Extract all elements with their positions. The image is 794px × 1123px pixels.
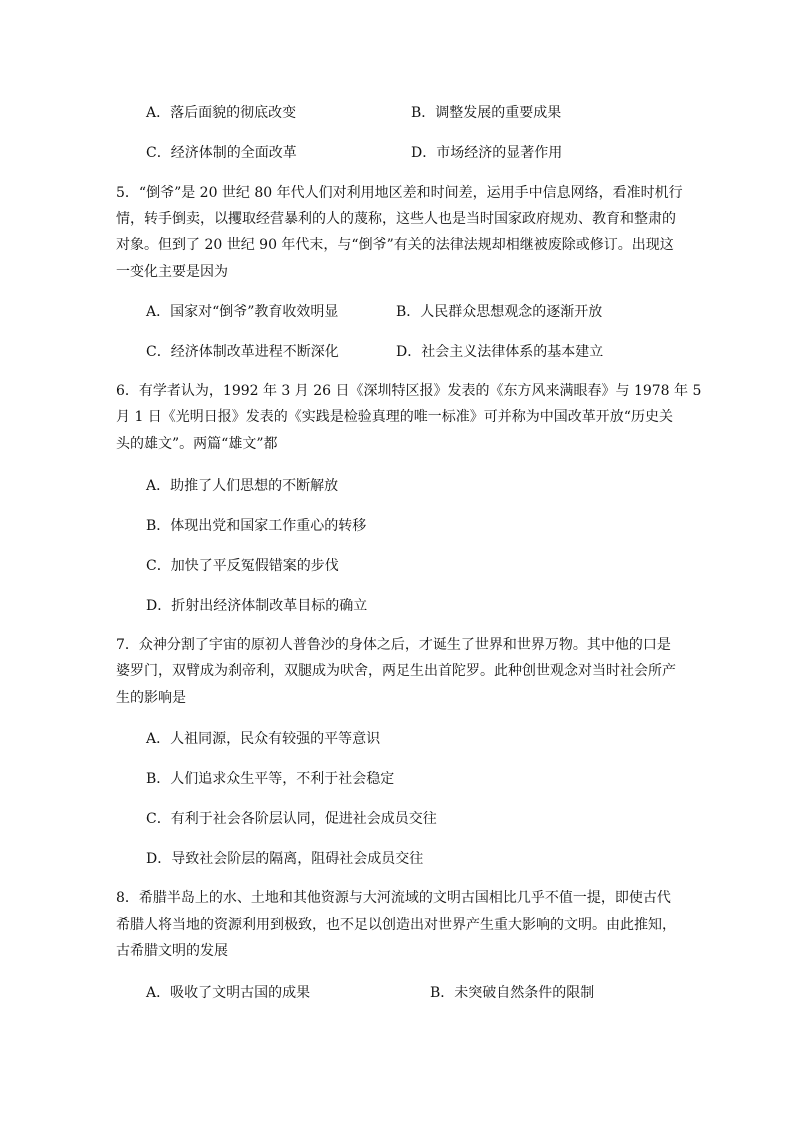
q8-stem-line-2: 希腊人将当地的资源利用到极致，也不足以创造出对世界产生重大影响的文明。由此推知，	[116, 917, 676, 933]
q5-stem-line-2: 情，转手倒卖，以攫取经营暴利的人的蔑称，这些人也是当时国家政府规劝、教育和整肃的	[116, 211, 676, 227]
q8-stem-line-3: 古希腊文明的发展	[116, 943, 228, 959]
q4-option-d: D．市场经济的显著作用	[411, 145, 563, 161]
q4-option-b: B．调整发展的重要成果	[411, 105, 562, 121]
q7-stem-line-2: 婆罗门，双臂成为刹帝利，双腿成为吠舍，两足生出首陀罗。此种创世观念对当时社会所产	[116, 663, 676, 679]
q7-stem-line-1: 7．众神分割了宇宙的原初人普鲁沙的身体之后，才诞生了世界和世界万物。其中他的口是	[116, 637, 671, 653]
q7-option-a: A．人祖同源，民众有较强的平等意识	[146, 731, 381, 747]
q7-option-d: D．导致社会阶层的隔离，阻碍社会成员交往	[146, 851, 424, 867]
q5-option-a: A．国家对“倒爷”教育收效明显	[146, 304, 339, 320]
q8-option-b: B．未突破自然条件的限制	[430, 985, 595, 1001]
q6-option-c: C．加快了平反冤假错案的步伐	[146, 558, 339, 574]
q4-option-c: C．经济体制的全面改革	[146, 145, 297, 161]
q5-stem-line-1: 5．“倒爷”是 20 世纪 80 年代人们对利用地区差和时间差，运用手中信息网络，看准时机行	[116, 185, 683, 201]
q6-stem-line-3: 头的雄文”。两篇“雄文”都	[116, 436, 278, 452]
q7-stem-line-3: 生的影响是	[116, 690, 186, 706]
q5-option-d: D．社会主义法律体系的基本建立	[396, 344, 604, 360]
q8-stem-line-1: 8．希腊半岛上的水、土地和其他资源与大河流域的文明古国相比几乎不值一提，即使古代	[116, 890, 671, 906]
q6-option-b: B．体现出党和国家工作重心的转移	[146, 518, 367, 534]
q6-option-a: A．助推了人们思想的不断解放	[146, 478, 339, 494]
q4-option-a: A．落后面貌的彻底改变	[146, 105, 297, 121]
q5-option-b: B．人民群众思想观念的逐渐开放	[396, 304, 603, 320]
q7-option-c: C．有利于社会各阶层认同，促进社会成员交往	[146, 811, 437, 827]
q6-stem-line-1: 6．有学者认为，1992 年 3 月 26 日《深圳特区报》发表的《东方风来满眼春》与 1978 年 5	[116, 383, 702, 399]
q6-option-d: D．折射出经济体制改革目标的确立	[146, 598, 368, 614]
q5-option-c: C．经济体制改革进程不断深化	[146, 344, 339, 360]
q5-stem-line-4: 一变化主要是因为	[116, 264, 228, 280]
q6-stem-line-2: 月 1 日《光明日报》发表的《实践是检验真理的唯一标准》可并称为中国改革开放“历史关	[116, 409, 673, 425]
q8-option-a: A．吸收了文明古国的成果	[146, 985, 311, 1001]
q5-stem-line-3: 对象。但到了 20 世纪 90 年代末，与“倒爷”有关的法律法规却相继被废除或修订。出现这	[116, 237, 674, 253]
q7-option-b: B．人们追求众生平等，不利于社会稳定	[146, 771, 395, 787]
